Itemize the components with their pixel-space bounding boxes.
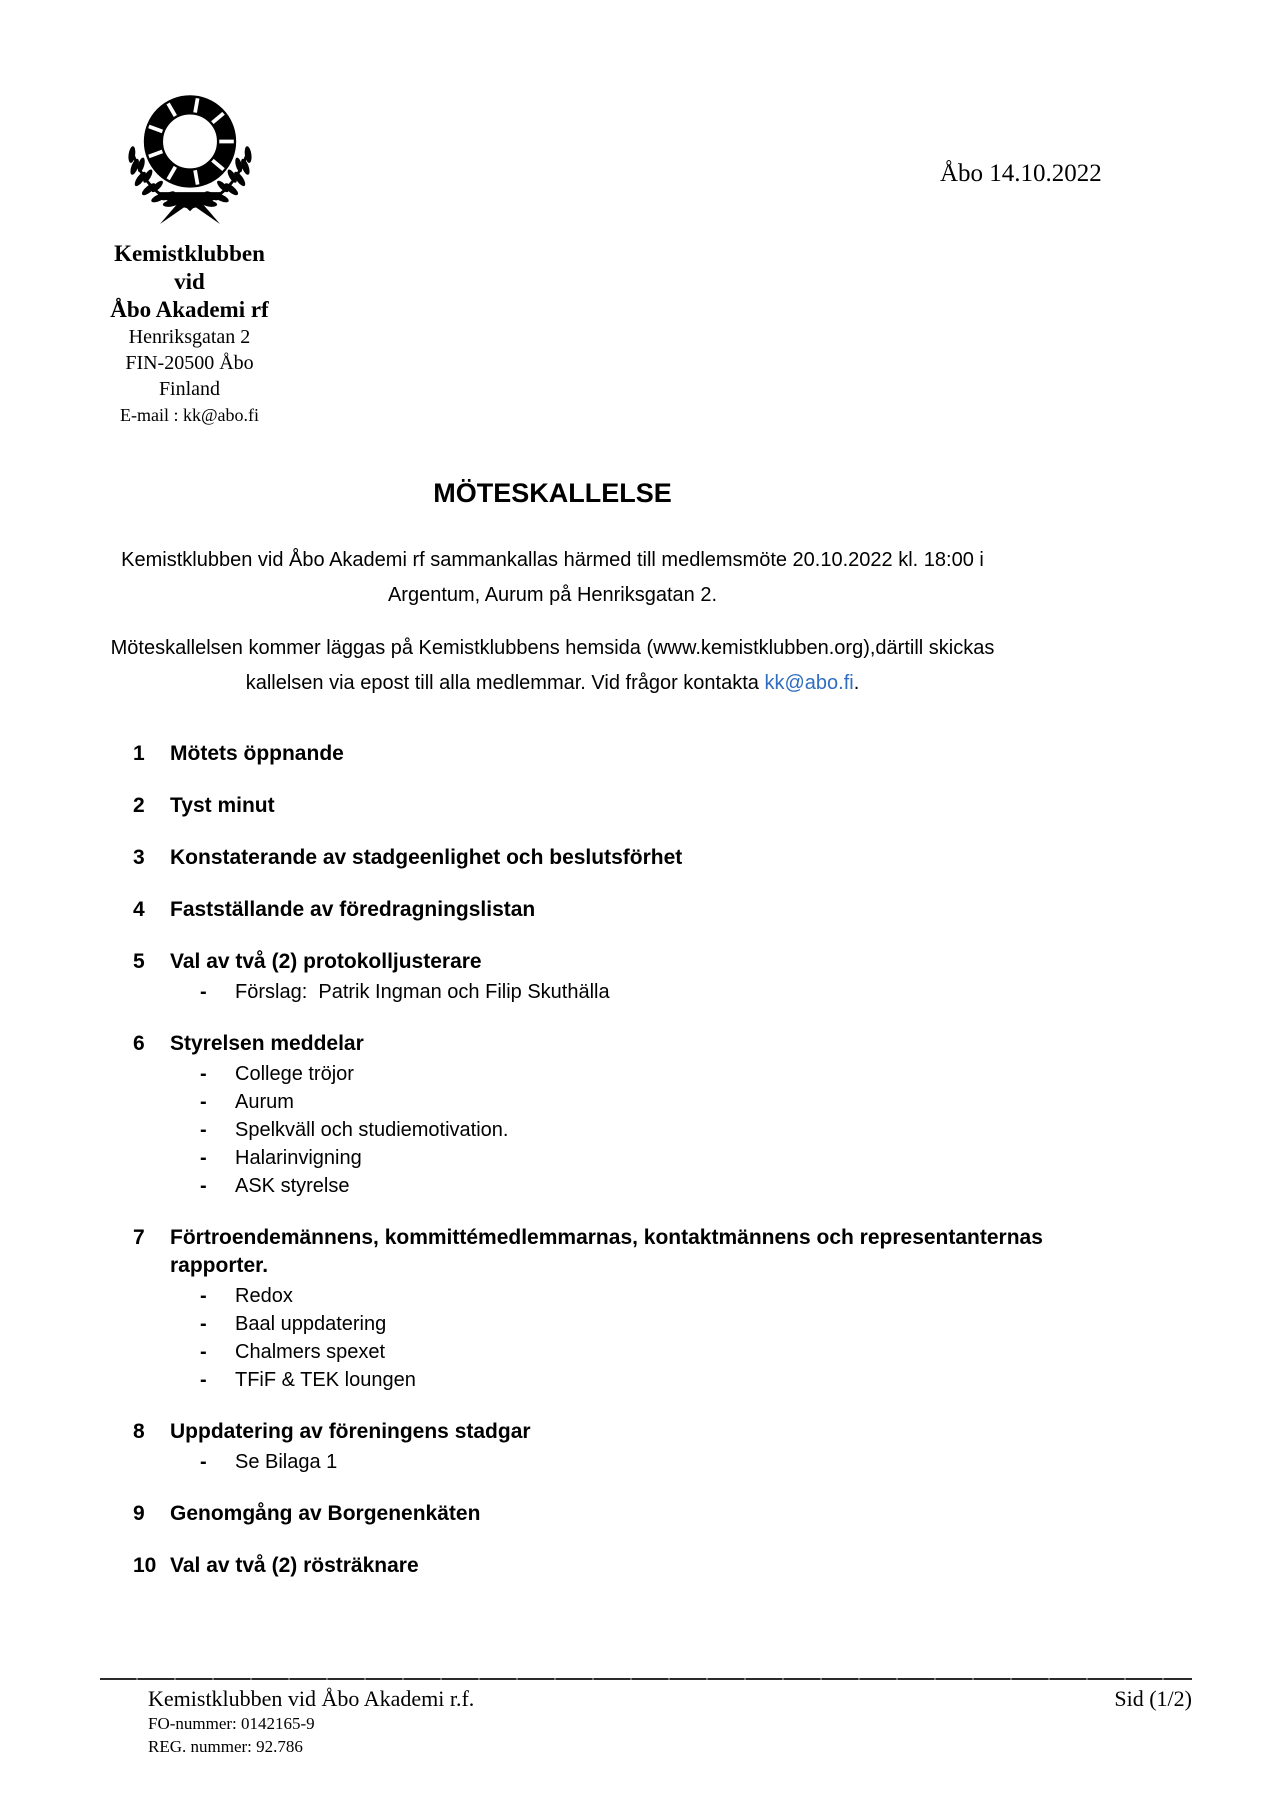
agenda-item-title: Uppdatering av föreningens stadgar — [170, 1420, 531, 1443]
intro-paragraph-1 — [100, 543, 1005, 613]
agenda-item-number: 1 — [133, 742, 145, 765]
dash-bullet: - — [200, 981, 207, 1003]
agenda-sub-text: Halarinvigning — [235, 1147, 362, 1169]
dash-bullet: - — [200, 1063, 207, 1085]
agenda-sub-item — [170, 1088, 1193, 1116]
agenda-item-number: 4 — [133, 898, 145, 921]
dash-bullet: - — [200, 1313, 207, 1335]
agenda-sub-text: Aurum — [235, 1091, 294, 1113]
agenda-sub-text: TFiF & TEK loungen — [235, 1369, 416, 1391]
agenda-list — [133, 740, 1193, 1604]
agenda-sub-item — [170, 1172, 1193, 1200]
page-title: MÖTESKALLELSE — [433, 478, 672, 508]
address-country: Finland — [158, 378, 221, 400]
agenda-item-title: Val av två (2) rösträknare — [170, 1554, 419, 1577]
agenda-item-5 — [133, 948, 1193, 1006]
agenda-sub-item — [170, 1116, 1193, 1144]
agenda-item-number: 5 — [133, 950, 145, 973]
footer-fo-number: FO-nummer: 0142165-9 — [148, 1714, 315, 1733]
agenda-item-title: Tyst minut — [170, 794, 275, 817]
agenda-item-number: 7 — [133, 1226, 145, 1249]
agenda-item-number: 10 — [133, 1554, 157, 1577]
agenda-sub-text: Chalmers spexet — [235, 1341, 386, 1363]
document-date: Åbo 14.10.2022 — [940, 160, 1102, 187]
intro-p2-line2 — [100, 666, 1005, 701]
dash-bullet: - — [200, 1147, 207, 1169]
agenda-item-number: 3 — [133, 846, 145, 869]
dash-bullet: - — [200, 1285, 207, 1307]
agenda-item-2 — [133, 792, 1193, 820]
dash-bullet: - — [200, 1119, 207, 1141]
org-name-line2: vid — [174, 269, 205, 294]
dash-bullet: - — [200, 1451, 207, 1473]
agenda-sub-text: College tröjor — [235, 1063, 354, 1085]
agenda-item-6 — [133, 1030, 1193, 1200]
dash-bullet: - — [200, 1341, 207, 1363]
agenda-sub-item — [170, 978, 1193, 1006]
intro-p2-line2-text: kallelsen via epost till alla medlemmar. Vid frågor kontakta — [245, 672, 765, 694]
agenda-sub-item — [170, 1144, 1193, 1172]
email-line: E-mail : kk@abo.fi — [119, 405, 260, 425]
agenda-item-title: Val av två (2) protokolljusterare — [170, 950, 482, 973]
footer-org-name: Kemistklubben vid Åbo Akademi r.f. — [148, 1686, 475, 1711]
agenda-item-number: 9 — [133, 1502, 145, 1525]
address-street: Henriksgatan 2 — [128, 326, 251, 348]
agenda-item-number: 6 — [133, 1032, 145, 1055]
email-link[interactable]: kk@abo.fi — [764, 672, 854, 694]
agenda-item-8 — [133, 1418, 1193, 1476]
footer-divider — [100, 1678, 1192, 1680]
document-body-intro — [100, 478, 1005, 719]
footer-page-number: Sid (1/2) — [1114, 1686, 1192, 1711]
agenda-sub-item — [170, 1366, 1193, 1394]
intro-paragraph-2 — [100, 631, 1005, 701]
intro-p1-line1: Kemistklubben vid Åbo Akademi rf sammankallas härmed till medlemsmöte 20.10.2022 kl. 18:00 i — [121, 549, 984, 571]
agenda-item-number: 2 — [133, 794, 145, 817]
agenda-sub-item — [170, 1338, 1193, 1366]
agenda-sub-item — [170, 1310, 1193, 1338]
agenda-sub-item — [170, 1282, 1193, 1310]
agenda-sub-text: Baal uppdatering — [235, 1313, 387, 1335]
org-name-line3: Åbo Akademi rf — [110, 297, 269, 322]
agenda-item-title-line2: rapporter. — [170, 1254, 269, 1277]
agenda-sub-text: Förslag: Patrik Ingman och Filip Skuthälla — [235, 981, 610, 1003]
agenda-item-4 — [133, 896, 1193, 924]
agenda-item-1 — [133, 740, 1193, 768]
dash-bullet: - — [200, 1175, 207, 1197]
org-name-line1: Kemistklubben — [114, 241, 265, 266]
footer-reg-number: REG. nummer: 92.786 — [148, 1737, 303, 1756]
agenda-item-title: Förtroendemännens, kommittémedlemmarnas, kontaktmännens och representanternas — [170, 1226, 1043, 1249]
agenda-item-title: Genomgång av Borgenenkäten — [170, 1502, 481, 1525]
agenda-sub-text: Spelkväll och studiemotivation. — [235, 1119, 509, 1141]
agenda-item-9 — [133, 1500, 1193, 1528]
agenda-sub-text: ASK styrelse — [235, 1175, 350, 1197]
page-footer — [100, 1678, 1192, 1758]
dash-bullet: - — [200, 1369, 207, 1391]
intro-p1-line2: Argentum, Aurum på Henriksgatan 2. — [387, 584, 718, 606]
kemistklubben-logo-icon — [92, 88, 287, 238]
agenda-sub-item — [170, 1448, 1193, 1476]
agenda-item-title: Konstaterande av stadgeenlighet och beslutsförhet — [170, 846, 683, 869]
agenda-item-number: 8 — [133, 1420, 145, 1443]
intro-p2-line1: Möteskallelsen kommer läggas på Kemistklubbens hemsida (www.kemistklubben.org),därtill skickas — [110, 637, 995, 659]
agenda-item-title: Fastställande av föredragningslistan — [170, 898, 536, 921]
agenda-sub-item — [170, 1060, 1193, 1088]
dash-bullet: - — [200, 1091, 207, 1113]
agenda-item-title: Styrelsen meddelar — [170, 1032, 364, 1055]
agenda-sub-text: Se Bilaga 1 — [235, 1451, 338, 1473]
agenda-item-3 — [133, 844, 1193, 872]
agenda-sub-text: Redox — [235, 1285, 293, 1307]
intro-p2-period: . — [853, 672, 860, 694]
agenda-item-7 — [133, 1224, 1193, 1394]
letterhead — [92, 88, 287, 427]
agenda-item-title: Mötets öppnande — [170, 742, 344, 765]
address-postal: FIN-20500 Åbo — [125, 352, 254, 374]
agenda-item-10 — [133, 1552, 1193, 1580]
